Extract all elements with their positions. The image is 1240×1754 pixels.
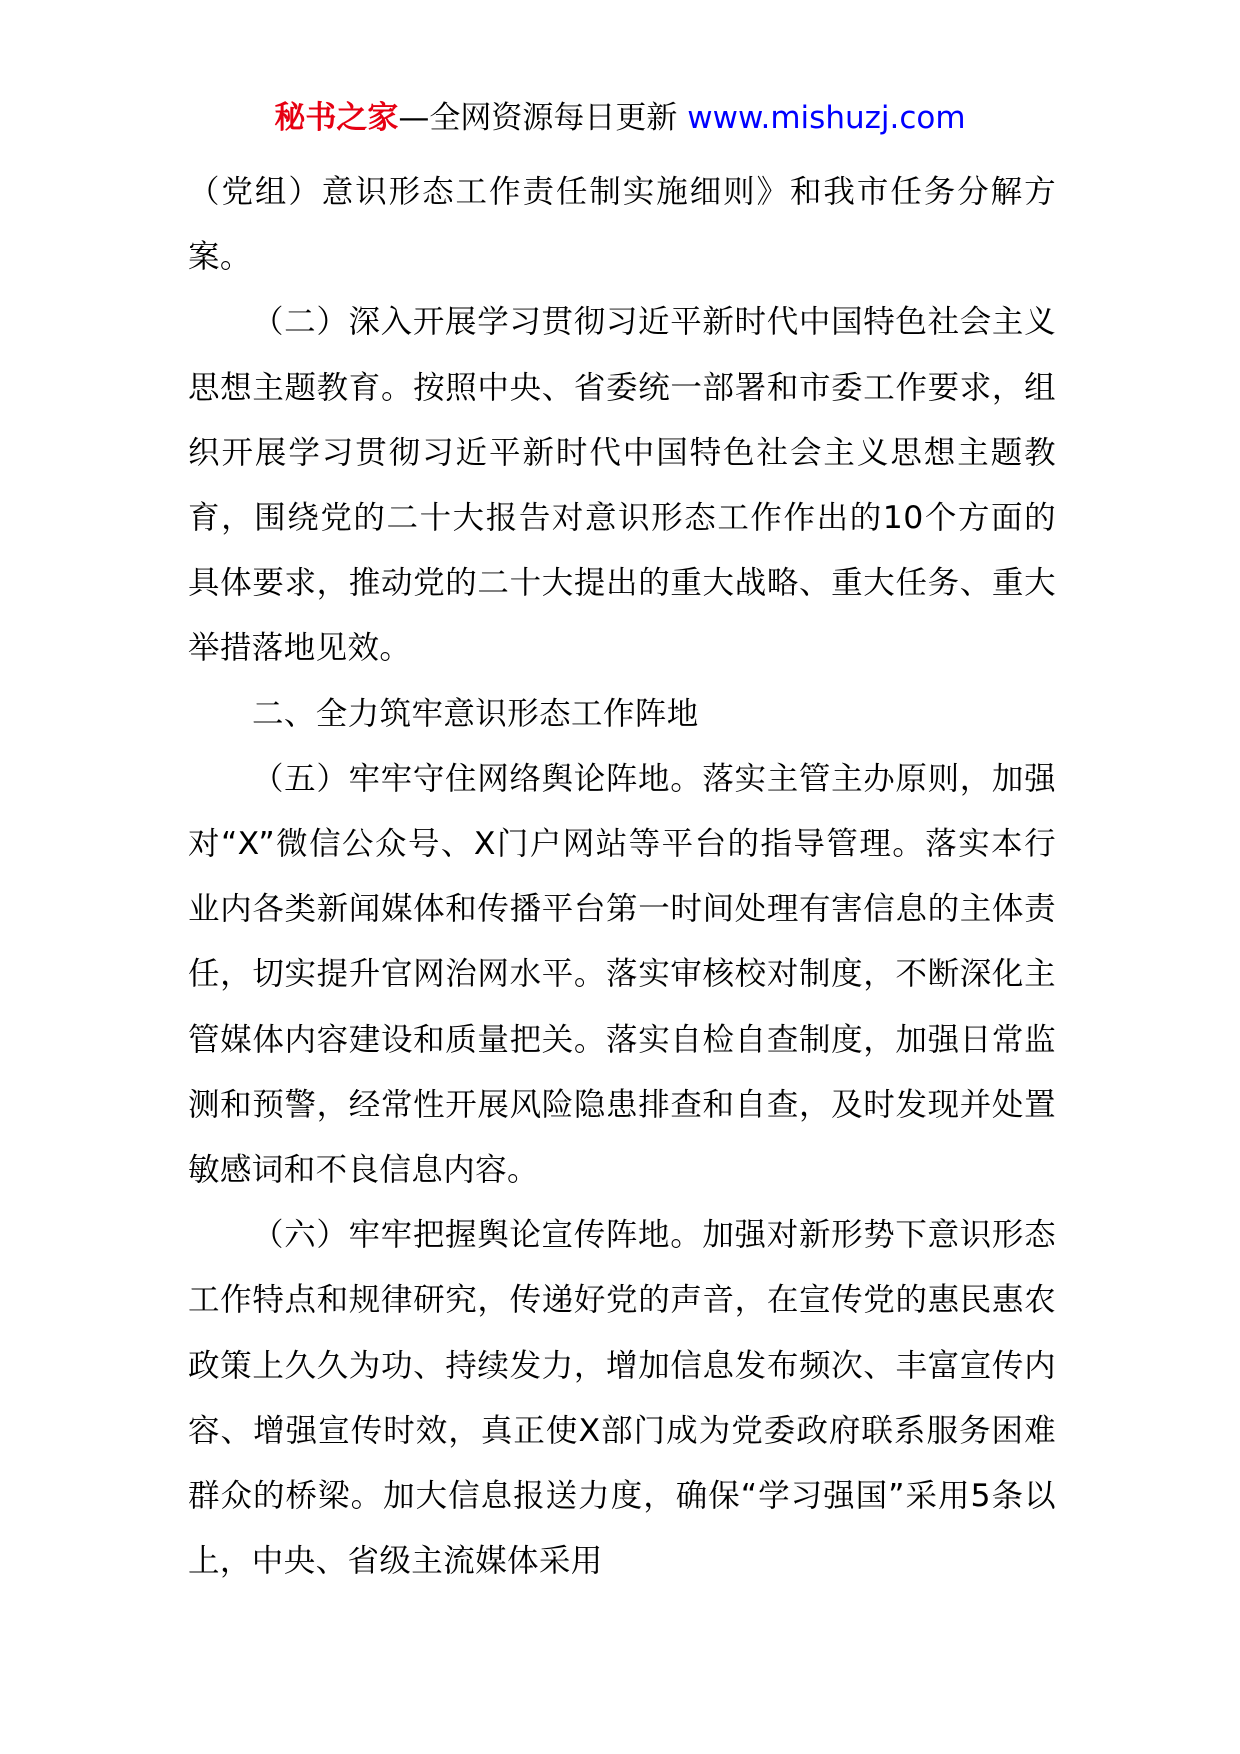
paragraph-section-2: （二）深入开展学习贯彻习近平新时代中国特色社会主义思想主题教育。按照中央、省委统一部署和市委工作要求，组织开展学习贯彻习近平新时代中国特色社会主义思想主题教育，围绕党的二十大报告对意识形态工作作出的10个方面的具体要求，推动党的二十大提出的重大战略、重大任务、重大举措落地见效。 bbox=[188, 304, 1056, 667]
paragraph-continuation: （党组）意识形态工作责任制实施细则》和我市任务分解方案。 bbox=[188, 174, 1056, 276]
paragraph-section-5: （五）牢牢守住网络舆论阵地。落实主管主办原则，加强对“X”微信公众号、X门户网站等平台的指导管理。落实本行业内各类新闻媒体和传播平台第一时间处理有害信息的主体责任，切实提升官网治网水平。落实审核校对制度，不断深化主管媒体内容建设和质量把关。落实自检自查制度，加强日常监测和预警，经常性开展风险隐患排查和自查，及时发现并处置敏感词和不良信息内容。 bbox=[188, 760, 1056, 1189]
site-url-link[interactable]: www.mishuzj.com bbox=[687, 100, 966, 136]
header-tagline: —全网资源每日更新 bbox=[398, 100, 678, 136]
site-header bbox=[0, 98, 1240, 138]
section-heading: 二、全力筑牢意识形态工作阵地 bbox=[252, 695, 699, 732]
paragraph-section-6: （六）牢牢把握舆论宣传阵地。加强对新形势下意识形态工作特点和规律研究，传递好党的声音，在宣传党的惠民惠农政策上久久为功、持续发力，增加信息发布频次、丰富宣传内容、增强宣传时效，真正使X部门成为党委政府联系服务困难群众的桥梁。加大信息报送力度，确保“学习强国”采用5条以上，中央、省级主流媒体采用 bbox=[188, 1217, 1056, 1580]
document-body bbox=[188, 160, 1056, 1594]
brand-name: 秘书之家 bbox=[274, 100, 399, 136]
